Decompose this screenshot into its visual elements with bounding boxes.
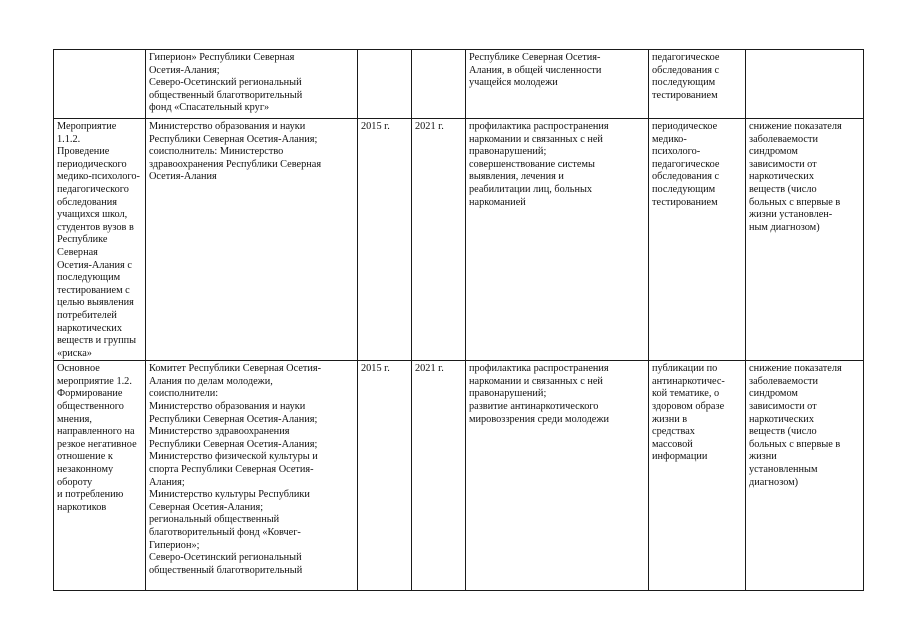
measure-name-cell bbox=[54, 50, 146, 119]
start-year-cell bbox=[358, 50, 412, 119]
main-directions-cell: публикации по антинаркотичес- кой тематике, о здоровом образе жизни в средствах массовой информации bbox=[649, 361, 746, 591]
indicator-link-cell bbox=[746, 50, 864, 119]
measure-name-cell: Основное мероприятие 1.2. Формирование общественного мнения, направленного на резкое негативное отношение к незаконному обороту и потреблению наркотиков bbox=[54, 361, 146, 591]
executor-cell: Гиперион» Республики Северная Осетия-Алания; Северо-Осетинский региональный общественный благотворительный фонд «Спасательный круг» bbox=[146, 50, 358, 119]
expected-result-cell: профилактика распространения наркомании и связанных с ней правонарушений; совершенствование системы выявления, лечения и реабилитации лиц, больных наркоманией bbox=[466, 119, 649, 361]
executor-cell: Министерство образования и науки Республики Северная Осетия-Алания; соисполнитель: Министерство здравоохранения Республики Северная Осетия-Алания bbox=[146, 119, 358, 361]
indicator-link-cell: снижение показателя заболеваемости синдромом зависимости от наркотических веществ (число больных с впервые в жизни установленным диагнозом) bbox=[746, 361, 864, 591]
executor-cell: Комитет Республики Северная Осетия- Алания по делам молодежи, соисполнители: Министерство образования и науки Республики Северная Осетия-Алания; Министерство здравоохранения Республики Северная Осетия-Алания; Министерство физической культуры и спорта Республики Северная Осетия- Алания; Министерство культуры Республики Северная Осетия-Алания; региональный общественный благотворительный фонд «Ковчег- Гиперион»; Северо-Осетинский региональный общественный благотворительный bbox=[146, 361, 358, 591]
indicator-link-cell: снижение показателя заболеваемости синдромом зависимости от наркотических веществ (число больных с впервые в жизни установлен- ным диагнозом) bbox=[746, 119, 864, 361]
main-directions-cell: периодическое медико- психолого- педагогическое обследования с последующим тестированием bbox=[649, 119, 746, 361]
table-row bbox=[54, 119, 864, 361]
measure-name-cell: Мероприятие 1.1.2. Проведение периодического медико-психолого- педагогического обследования учащихся школ, студентов вузов в Республике Северная Осетия-Алания с последующим тестированием с целью выявления потребителей наркотических веществ и группы «риска» bbox=[54, 119, 146, 361]
expected-result-cell: Республике Северная Осетия- Алания, в общей численности учащейся молодежи bbox=[466, 50, 649, 119]
main-directions-cell: педагогическое обследования с последующим тестированием bbox=[649, 50, 746, 119]
start-year-cell: 2015 г. bbox=[358, 361, 412, 591]
end-year-cell: 2021 г. bbox=[412, 361, 466, 591]
table-row bbox=[54, 361, 864, 591]
program-measures-table bbox=[53, 49, 864, 591]
table-row bbox=[54, 50, 864, 119]
start-year-cell: 2015 г. bbox=[358, 119, 412, 361]
expected-result-cell: профилактика распространения наркомании и связанных с ней правонарушений; развитие антинаркотического мировоззрения среди молодежи bbox=[466, 361, 649, 591]
end-year-cell: 2021 г. bbox=[412, 119, 466, 361]
end-year-cell bbox=[412, 50, 466, 119]
